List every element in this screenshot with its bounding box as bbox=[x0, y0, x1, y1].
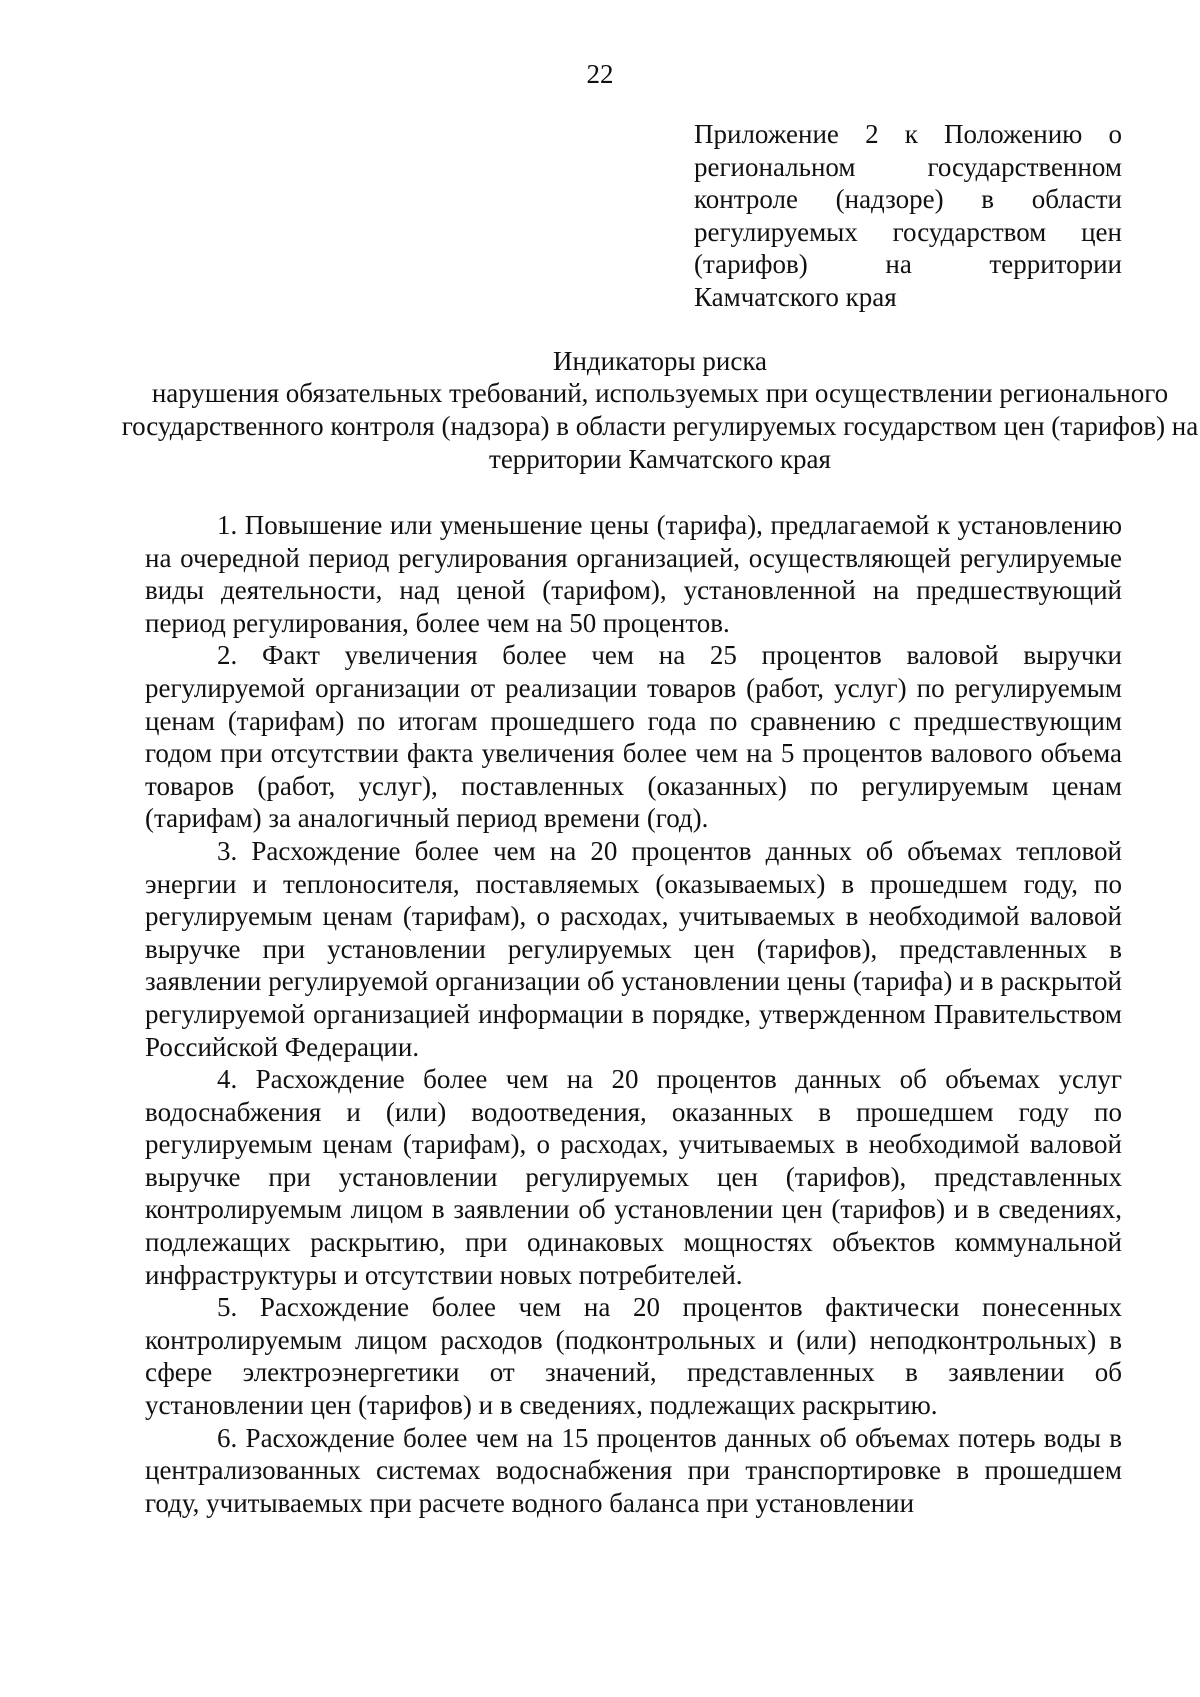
paragraph-2: 2. Факт увеличения более чем на 25 процентов валовой выручки регулируемой организации от реализации товаров (работ, услуг) по регулируемым ценам (тарифам) по итогам прошедшего года по сравнению с предшествующим годом при отсутствии факта увеличения более чем на 5 процентов валового объема товаров (работ, услуг), поставленных (оказанных) по регулируемым ценам (тарифам) за аналогичный период времени (год). bbox=[145, 640, 1122, 834]
paragraph-3: 3. Расхождение более чем на 20 процентов данных об объемах тепловой энергии и теплоносителя, поставляемых (оказываемых) в прошедшем году, по регулируемым ценам (тарифам), о расходах, учитываемых в необходимой валовой выручке при установлении регулируемых цен (тарифов), представленных в заявлении регулируемой организации об установлении цены (тарифа) и в раскрытой регулируемой организацией информации в порядке, утвержденном Правительством Российской Федерации. bbox=[145, 835, 1122, 1062]
document-subtitle: нарушения обязательных требований, используемых при осуществлении регионального государственного контроля (надзора) в области регулируемых государством цен (тарифов) на территории Камчатского края bbox=[121, 378, 1199, 474]
appendix-note: Приложение 2 к Положению о региональном государственном контроле (надзоре) в области регулируемых государством цен (тарифов) на территории Камчатского края bbox=[694, 119, 1122, 312]
paragraph-1: 1. Повышение или уменьшение цены (тарифа), предлагаемой к установлению на очередной период регулирования организацией, осуществляющей регулируемые виды деятельности, над ценой (тарифом), установленной на предшествующий период регулирования, более чем на 50 процентов. bbox=[145, 510, 1122, 638]
document-body bbox=[145, 509, 1122, 1519]
document-title: Индикаторы риска bbox=[552, 346, 768, 376]
page-number: 22 bbox=[586, 59, 614, 89]
paragraph-4: 4. Расхождение более чем на 20 процентов данных об объемах услуг водоснабжения и (или) водоотведения, оказанных в прошедшем году по регулируемым ценам (тарифам), о расходах, учитываемых в необходимой валовой выручке при установлении регулируемых цен (тарифов), представленных контролируемым лицом в заявлении об установлении цен (тарифов) и в сведениях, подлежащих раскрытию, при одинаковых мощностях объектов коммунальной инфраструктуры и отсутствии новых потребителей. bbox=[145, 1064, 1122, 1290]
paragraph-6: 6. Расхождение более чем на 15 процентов данных об объемах потерь воды в централизованных системах водоснабжения при транспортировке в прошедшем году, учитываемых при расчете водного баланса при установлении bbox=[145, 1422, 1122, 1518]
paragraph-5: 5. Расхождение более чем на 20 процентов фактически понесенных контролируемым лицом расходов (подконтрольных и (или) неподконтрольных) в сфере электроэнергетики от значений, представленных в заявлении об установлении цен (тарифов) и в сведениях, подлежащих раскрытию. bbox=[145, 1292, 1122, 1421]
